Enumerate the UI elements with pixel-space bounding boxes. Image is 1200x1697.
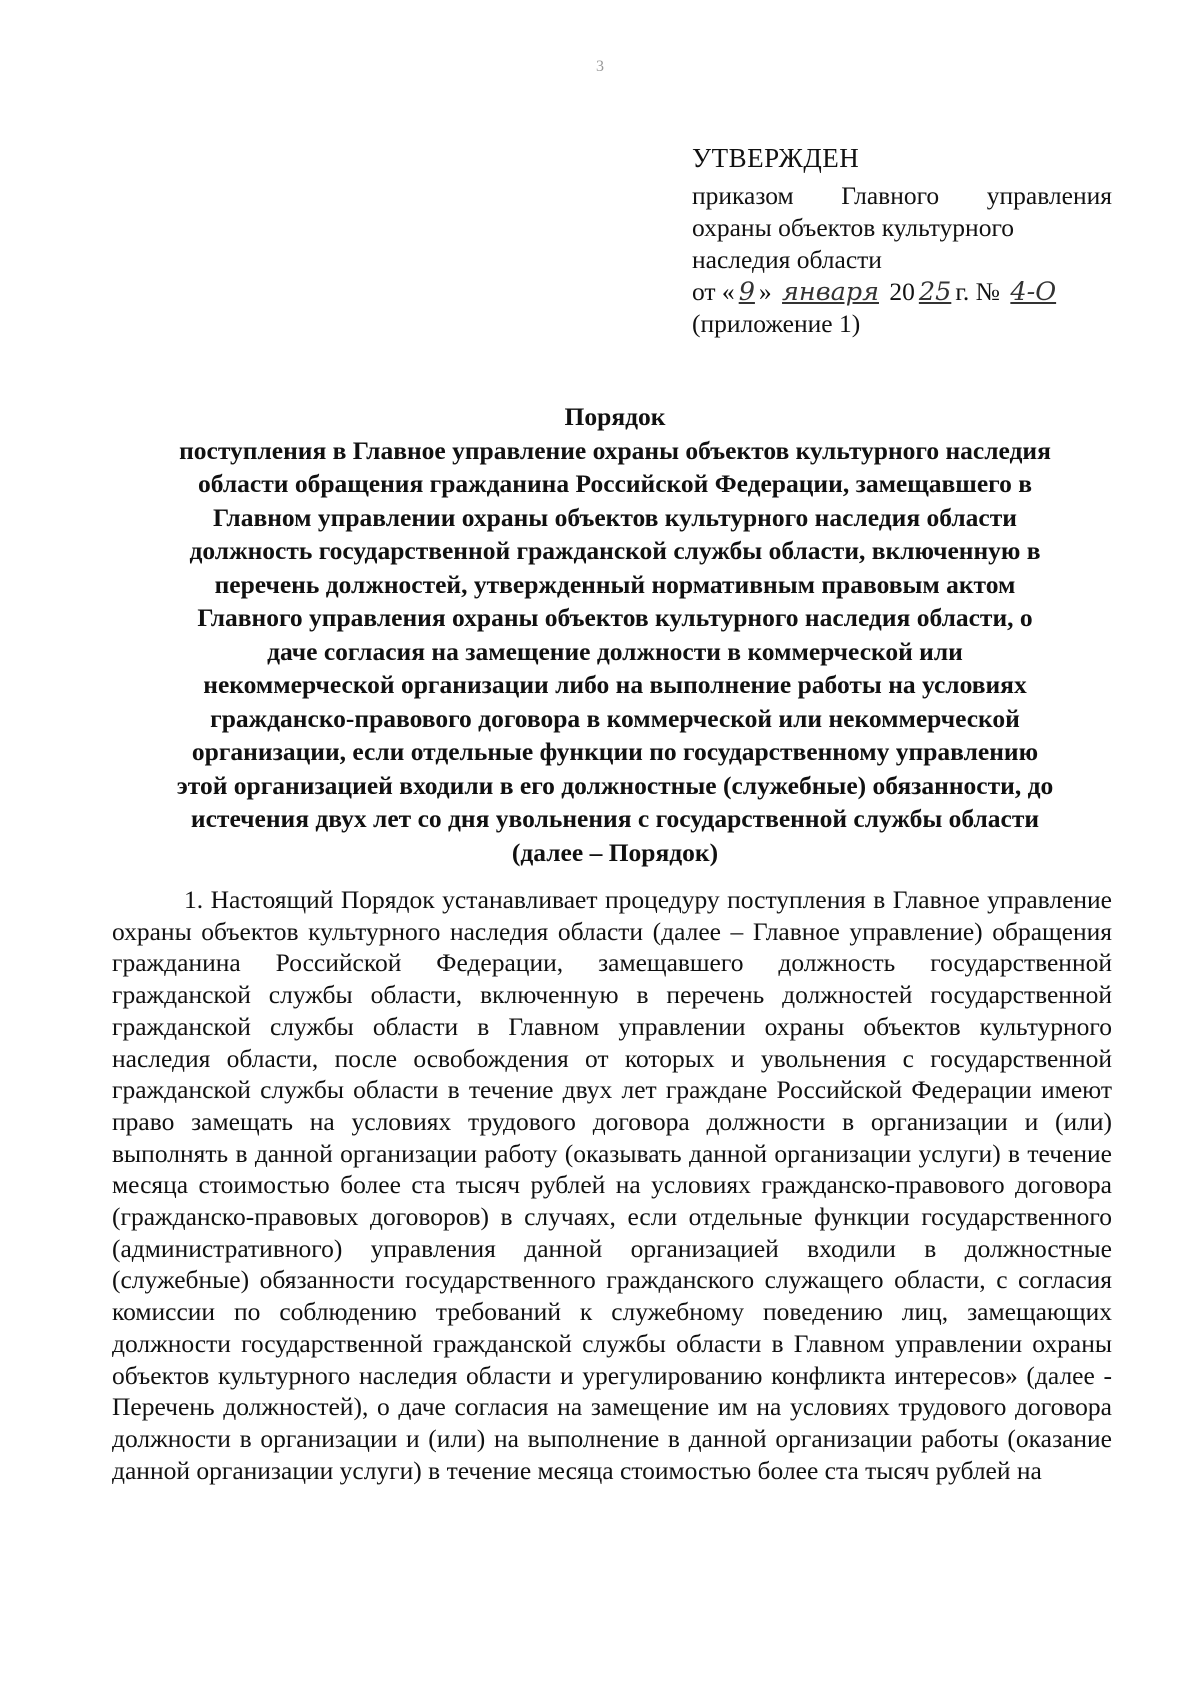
- date-mid: »: [758, 277, 772, 306]
- handwritten-number: 4-О: [1010, 277, 1057, 307]
- title-line: должность государственной гражданской службы области, включенную в: [189, 536, 1041, 565]
- title-line: (далее – Порядок): [511, 837, 719, 867]
- approval-line-1: приказом Главного управления: [692, 181, 1112, 210]
- number-prefix: г. №: [955, 277, 1000, 306]
- year-prefix: 20: [889, 277, 915, 306]
- page-number: 3: [596, 58, 604, 75]
- title-line: Главном управлении охраны объектов культурного наследия области: [213, 502, 1017, 532]
- approval-appendix: (приложение 1): [692, 309, 861, 338]
- handwritten-year: 25: [918, 277, 952, 307]
- title-line: этой организацией входили в его должностные (служебные) обязанности, до: [176, 770, 1054, 800]
- paragraph-1: 1. Настоящий Порядок устанавливает процедуру поступления в Главное управление охраны объектов культурного наследия области (далее – Главное управление) обращения гражданина Российской Федерации, замещавшего должность государственной гражданской службы области, включенную в перечень должностей государственной гражданской службы области в Главном управлении охраны объектов культурного наследия области, после освобождения от которых и увольнения с государственной гражданской службы области в течение двух лет граждане Российской Федерации имеют право замещать на условиях трудового договора должности в организации и (или) выполнять в данной организации работу (оказывать данной организации услуги) в течение месяца стоимостью более ста тысяч рублей на условиях гражданско-правового договора (гражданско-правовых договоров) в случаях, если отдельные функции государственного (административного) управления данной организацией входили в должностные (служебные) обязанности государственного гражданского служащего области, с согласия комиссии по соблюдению требований к служебному поведению лиц, замещающих должности государственной гражданской службы области в Главном управлении охраны объектов культурного наследия области и урегулированию конфликта интересов» (далее - Перечень должностей), о даче согласия на замещение им на условиях трудового договора должности в организации и (или) на выполнение в данной организации работы (оказание данной организации услуги) в течение месяца стоимостью более ста тысяч рублей на: [112, 885, 1112, 1485]
- title-main: Порядок: [564, 402, 666, 431]
- title-line: Главного управления охраны объектов культурного наследия области, о: [197, 603, 1033, 632]
- document-title: [120, 400, 1110, 869]
- document-body: [112, 884, 1112, 1486]
- title-line: истечения двух лет со дня увольнения с государственной службы области: [190, 804, 1040, 833]
- approval-date-line: [692, 276, 1112, 308]
- title-line: организации, если отдельные функции по государственному управлению: [191, 737, 1039, 766]
- title-line: гражданско-правового договора в коммерческой или некоммерческой: [210, 703, 1020, 733]
- title-line: области обращения гражданина Российской Федерации, замещавшего в: [197, 469, 1032, 498]
- approval-line-3: наследия области: [692, 245, 882, 274]
- handwritten-month: января: [782, 277, 879, 307]
- title-line: поступления в Главное управление охраны объектов культурного наследия: [179, 435, 1051, 465]
- title-line: некоммерческой организации либо на выполнение работы на условиях: [203, 670, 1027, 699]
- handwritten-day: 9: [738, 277, 755, 307]
- approval-line-2: охраны объектов культурного: [692, 213, 1015, 242]
- approval-heading: УТВЕРЖДЕН: [692, 143, 860, 173]
- title-line: перечень должностей, утвержденный нормативным правовым актом: [214, 569, 1016, 599]
- date-prefix: от «: [692, 277, 735, 306]
- approval-block: [692, 142, 1112, 340]
- title-line: даче согласия на замещение должности в коммерческой или: [267, 636, 963, 666]
